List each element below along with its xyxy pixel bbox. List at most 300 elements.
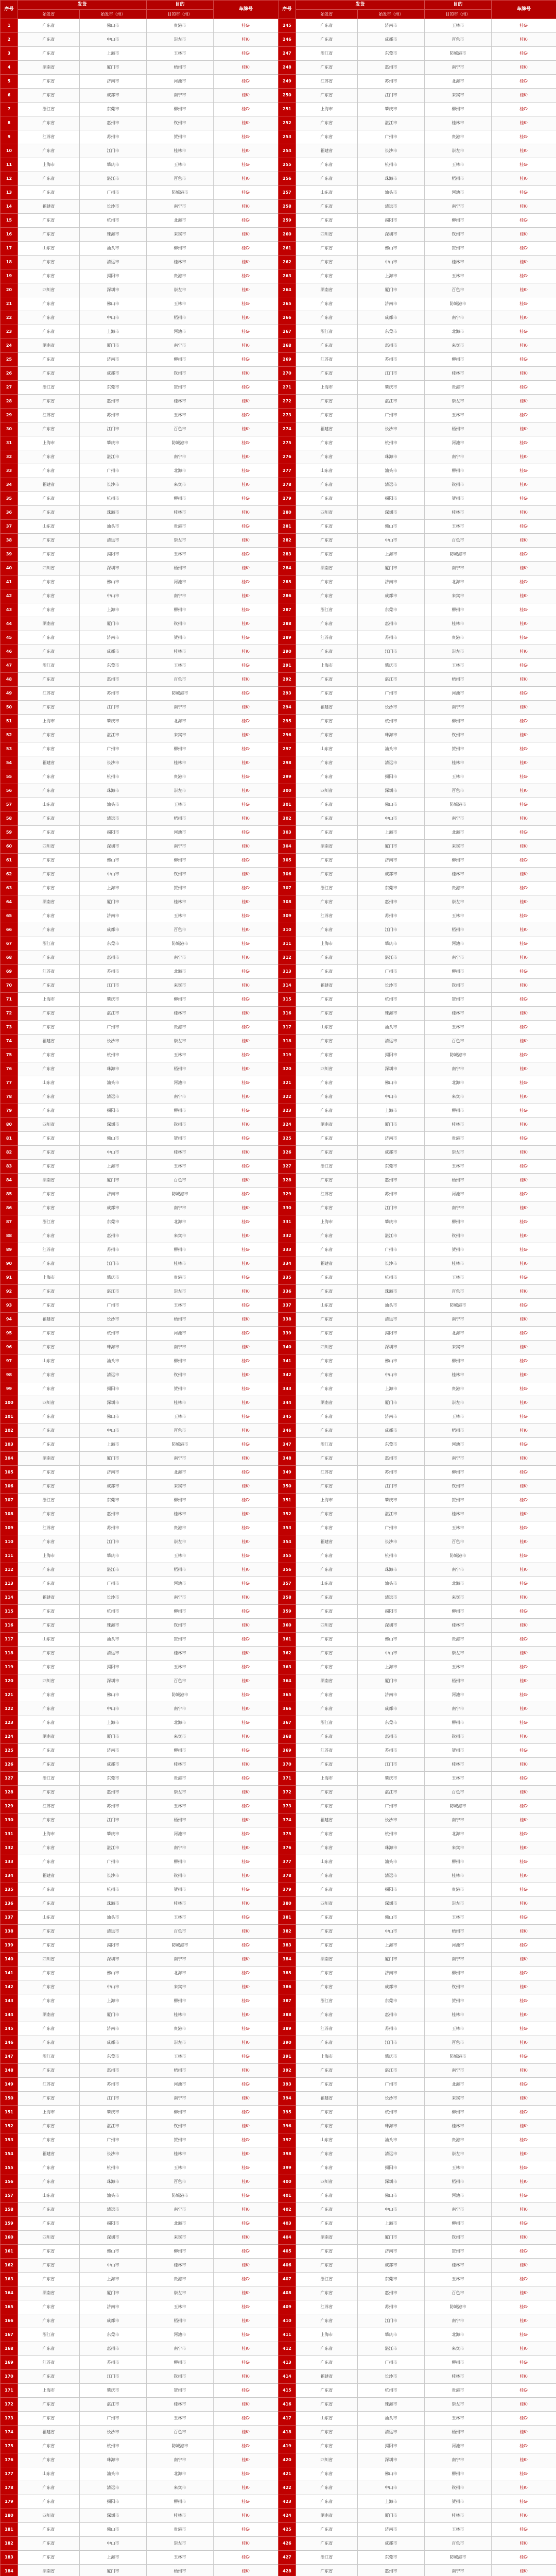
dest-city-cell: 玉林市 (425, 1521, 492, 1535)
row-index: 71 (1, 993, 18, 1007)
origin-province-cell: 广东省 (18, 2203, 80, 2217)
dest-city-cell: 来宾市 (147, 2481, 214, 2495)
table-row (1, 283, 279, 297)
origin-city-cell: 湛江市 (358, 1229, 425, 1243)
origin-city-cell: 成都市 (80, 89, 147, 103)
row-index: 69 (1, 965, 18, 979)
table-row (279, 297, 556, 311)
origin-province-cell: 广东省 (18, 1883, 80, 1897)
row-index: 137 (1, 1911, 18, 1925)
origin-city-cell: 江门市 (358, 645, 425, 659)
plate-cell: 桂K· (214, 1980, 279, 1994)
origin-city-cell: 杭州市 (80, 214, 147, 228)
plate-cell: 桂G· (214, 1048, 279, 1062)
table-row (279, 1980, 556, 1994)
dest-city-cell: 南宁市 (147, 589, 214, 603)
dest-city-cell: 北海市 (425, 1076, 492, 1090)
row-index: 92 (1, 1285, 18, 1299)
origin-province-cell: 福建省 (296, 1257, 358, 1271)
dest-city-cell: 桂林市 (147, 2509, 214, 2523)
dest-city-cell: 桂林市 (147, 1007, 214, 1021)
origin-city-cell: 济南市 (358, 575, 425, 589)
origin-city-cell: 中山市 (80, 311, 147, 325)
row-index: 173 (1, 2412, 18, 2426)
table-row (279, 2467, 556, 2481)
plate-cell: 桂K· (214, 923, 279, 937)
origin-city-cell: 汕头市 (80, 2467, 147, 2481)
origin-city-cell: 肇庆市 (358, 2050, 425, 2064)
table-row (1, 1869, 279, 1883)
origin-province-cell: 福建省 (18, 1591, 80, 1605)
table-row (279, 311, 556, 325)
row-index: 254 (279, 144, 296, 158)
plate-cell: 桂K· (214, 1090, 279, 1104)
plate-cell: 桂G· (214, 1855, 279, 1869)
dest-city-cell: 桂林市 (147, 756, 214, 770)
row-index: 175 (1, 2439, 18, 2453)
table-row (279, 2008, 556, 2022)
dest-city-cell: 贺州市 (425, 2495, 492, 2509)
row-index: 301 (279, 798, 296, 812)
origin-city-cell: 江门市 (80, 1535, 147, 1549)
row-index: 291 (279, 659, 296, 673)
table-row (279, 895, 556, 909)
row-index: 321 (279, 1076, 296, 1090)
origin-city-cell: 广州市 (80, 742, 147, 756)
row-index: 149 (1, 2078, 18, 2092)
table-row (279, 1967, 556, 1980)
plate-cell: 桂G· (492, 158, 556, 172)
row-index: 406 (279, 2259, 296, 2273)
plate-cell: 桂K· (214, 200, 279, 214)
table-row (1, 2064, 279, 2078)
plate-cell: 桂G· (492, 1633, 556, 1647)
table-row (1, 172, 279, 186)
row-index: 50 (1, 701, 18, 715)
row-index: 416 (279, 2398, 296, 2412)
table-row (1, 1883, 279, 1897)
origin-city-cell: 珠海市 (358, 2120, 425, 2133)
row-index: 371 (279, 1772, 296, 1786)
origin-city-cell: 揭阳市 (358, 1048, 425, 1062)
origin-province-cell: 山东省 (296, 742, 358, 756)
origin-province-cell: 福建省 (296, 2370, 358, 2384)
dest-city-cell: 桂林市 (425, 116, 492, 130)
row-index: 302 (279, 812, 296, 826)
dest-city-cell: 百色市 (147, 172, 214, 186)
dest-city-cell: 南宁市 (147, 450, 214, 464)
origin-city-cell: 济南市 (80, 1744, 147, 1758)
plate-cell: 桂G· (214, 436, 279, 450)
row-index: 17 (1, 242, 18, 256)
origin-province-cell: 四川省 (296, 506, 358, 520)
row-index: 95 (1, 1327, 18, 1341)
plate-cell: 桂G· (214, 2384, 279, 2398)
table-row (279, 2286, 556, 2300)
table-row (279, 339, 556, 353)
dest-city-cell: 南宁市 (425, 562, 492, 575)
table-row (279, 1647, 556, 1660)
origin-city-cell: 江门市 (358, 367, 425, 381)
origin-city-cell: 深圳市 (80, 2231, 147, 2245)
origin-city-cell: 汕头市 (358, 1021, 425, 1035)
dest-city-cell: 来宾市 (147, 1980, 214, 1994)
origin-city-cell: 济南市 (80, 75, 147, 89)
table-row (279, 242, 556, 256)
dest-city-cell: 北海市 (425, 2078, 492, 2092)
row-index: 261 (279, 242, 296, 256)
origin-province-cell: 广东省 (296, 2495, 358, 2509)
plate-cell: 桂G· (214, 2217, 279, 2231)
origin-province-cell: 湖南省 (18, 2565, 80, 2576)
origin-province-cell: 广东省 (296, 242, 358, 256)
origin-province-cell: 广东省 (296, 172, 358, 186)
dest-city-cell: 玉林市 (147, 1911, 214, 1925)
plate-cell: 桂G· (214, 2551, 279, 2565)
table-row (1, 144, 279, 158)
dest-city-cell: 桂林市 (147, 1146, 214, 1160)
plate-cell: 桂K· (214, 895, 279, 909)
row-index: 351 (279, 1494, 296, 1507)
plate-cell: 桂G· (492, 464, 556, 478)
dest-city-cell: 桂林市 (147, 144, 214, 158)
origin-province-cell: 广东省 (296, 1841, 358, 1855)
row-index: 129 (1, 1800, 18, 1814)
dest-city-cell: 来宾市 (147, 979, 214, 993)
origin-province-cell: 广东省 (18, 19, 80, 33)
plate-cell: 桂G· (214, 1104, 279, 1118)
plate-cell: 桂K· (214, 1591, 279, 1605)
dest-city-cell: 崇左市 (147, 1535, 214, 1549)
table-row (279, 812, 556, 826)
origin-province-cell: 广东省 (296, 1201, 358, 1215)
origin-province-cell: 广东省 (18, 1577, 80, 1591)
dest-city-cell: 桂林市 (425, 868, 492, 882)
table-row (279, 1841, 556, 1855)
origin-province-cell: 山东省 (18, 520, 80, 534)
table-row (1, 770, 279, 784)
dest-city-cell: 崇左市 (425, 1396, 492, 1410)
table-row (279, 1521, 556, 1535)
origin-province-cell: 广东省 (18, 673, 80, 687)
row-index: 110 (1, 1535, 18, 1549)
row-index: 425 (279, 2523, 296, 2537)
table-row (1, 659, 279, 673)
origin-city-cell: 清远市 (80, 2481, 147, 2495)
plate-cell: 桂K· (492, 2398, 556, 2412)
table-row (279, 1257, 556, 1271)
plate-cell: 桂K· (492, 2509, 556, 2523)
dest-city-cell: 防城港市 (425, 798, 492, 812)
origin-province-cell: 广东省 (18, 575, 80, 589)
row-index: 77 (1, 1076, 18, 1090)
origin-city-cell: 东莞市 (80, 1772, 147, 1786)
origin-province-cell: 广东省 (18, 506, 80, 520)
table-row (279, 1188, 556, 1201)
row-index: 305 (279, 854, 296, 868)
origin-province-cell: 湖南省 (296, 562, 358, 575)
origin-city-cell: 东莞市 (358, 882, 425, 895)
table-row (279, 1160, 556, 1174)
table-row (279, 1480, 556, 1494)
dest-city-cell: 玉林市 (147, 2300, 214, 2314)
dest-city-cell: 防城港市 (425, 2050, 492, 2064)
plate-cell: 桂K· (492, 756, 556, 770)
table-row (1, 882, 279, 895)
origin-province-cell: 浙江省 (296, 2551, 358, 2565)
origin-province-cell: 广东省 (18, 826, 80, 840)
row-index: 32 (1, 450, 18, 464)
dest-city-cell: 柳州市 (425, 214, 492, 228)
origin-province-cell: 广东省 (18, 1007, 80, 1021)
table-row (279, 1953, 556, 1967)
origin-city-cell: 汕头市 (80, 520, 147, 534)
dest-city-cell: 玉林市 (425, 269, 492, 283)
origin-city-cell: 肇庆市 (358, 2328, 425, 2342)
origin-city-cell: 成都市 (358, 589, 425, 603)
origin-city-cell: 佛山市 (358, 1076, 425, 1090)
origin-province-cell: 广东省 (296, 895, 358, 909)
origin-city-cell: 杭州市 (80, 492, 147, 506)
table-row (1, 2050, 279, 2064)
origin-province-cell: 福建省 (296, 701, 358, 715)
row-index: 88 (1, 1229, 18, 1243)
origin-city-cell: 惠州市 (80, 1507, 147, 1521)
plate-cell: 桂G· (214, 492, 279, 506)
origin-city-cell: 肇庆市 (358, 1494, 425, 1507)
origin-province-cell: 江苏省 (18, 687, 80, 701)
dest-city-cell: 贵港市 (147, 1521, 214, 1535)
origin-city-cell: 湛江市 (358, 116, 425, 130)
origin-province-cell: 湖南省 (18, 617, 80, 631)
origin-province-cell: 上海市 (18, 1271, 80, 1285)
plate-cell: 桂G· (492, 1883, 556, 1897)
origin-province-cell: 广东省 (296, 367, 358, 381)
origin-city-cell: 佛山市 (358, 1911, 425, 1925)
origin-city-cell: 中山市 (80, 2259, 147, 2273)
plate-cell: 桂G· (492, 2106, 556, 2120)
plate-cell: 桂G· (492, 2300, 556, 2314)
table-row (1, 1953, 279, 1967)
dest-city-cell: 南宁市 (147, 89, 214, 103)
origin-city-cell: 深圳市 (80, 1953, 147, 1967)
plate-cell: 桂G· (492, 1827, 556, 1841)
row-index: 1 (1, 19, 18, 33)
origin-province-cell: 广东省 (18, 2217, 80, 2231)
dest-city-cell: 柳州市 (425, 353, 492, 367)
plate-cell: 桂G· (492, 2022, 556, 2036)
dest-city-cell: 玉林市 (147, 409, 214, 422)
origin-city-cell: 惠州市 (80, 1229, 147, 1243)
origin-province-cell: 广东省 (296, 1633, 358, 1647)
plate-cell: 桂K· (214, 2231, 279, 2245)
origin-province-cell: 福建省 (18, 2147, 80, 2161)
table-row (1, 1313, 279, 1327)
origin-city-cell: 湛江市 (80, 2120, 147, 2133)
table-row (1, 130, 279, 144)
row-index: 121 (1, 1688, 18, 1702)
plate-cell: 桂G· (492, 1188, 556, 1201)
table-row (1, 1090, 279, 1104)
row-index: 36 (1, 506, 18, 520)
dest-city-cell: 贺州市 (425, 1494, 492, 1507)
row-index: 177 (1, 2467, 18, 2481)
dest-city-cell: 崇左市 (425, 144, 492, 158)
plate-cell: 桂G· (214, 1605, 279, 1619)
plate-cell: 桂K· (214, 478, 279, 492)
dest-city-cell: 玉林市 (425, 409, 492, 422)
origin-province-cell: 广东省 (296, 450, 358, 464)
origin-province-cell: 广东省 (18, 2245, 80, 2259)
origin-city-cell: 杭州市 (358, 1549, 425, 1563)
plate-cell: 桂K· (214, 2426, 279, 2439)
origin-city-cell: 佛山市 (80, 854, 147, 868)
origin-province-cell: 江苏省 (296, 1466, 358, 1480)
origin-city-cell: 厦门市 (80, 339, 147, 353)
plate-cell: 桂K· (492, 951, 556, 965)
plate-cell: 桂G· (492, 854, 556, 868)
plate-cell: 桂G· (492, 325, 556, 339)
origin-city-cell: 清远市 (358, 2426, 425, 2439)
origin-province-cell: 广东省 (18, 1327, 80, 1341)
origin-province-cell: 广东省 (18, 1716, 80, 1730)
plate-cell: 桂K· (492, 784, 556, 798)
table-row (1, 575, 279, 589)
dest-city-cell: 桂林市 (425, 2509, 492, 2523)
table-row (279, 1869, 556, 1883)
row-index: 21 (1, 297, 18, 311)
plate-cell: 桂G· (214, 2078, 279, 2092)
dest-city-cell: 柳州市 (147, 2106, 214, 2120)
dest-city-cell: 河池市 (147, 575, 214, 589)
row-index: 381 (279, 1911, 296, 1925)
dest-city-cell: 桂林市 (425, 2120, 492, 2133)
table-row (1, 2565, 279, 2576)
origin-city-cell: 惠州市 (358, 895, 425, 909)
origin-province-cell: 广东省 (18, 742, 80, 756)
origin-city-cell: 上海市 (358, 1104, 425, 1118)
row-index: 393 (279, 2078, 296, 2092)
plate-cell: 桂G· (492, 1076, 556, 1090)
plate-cell: 桂G· (492, 575, 556, 589)
origin-city-cell: 汕头市 (358, 1855, 425, 1869)
origin-city-cell: 苏州市 (358, 75, 425, 89)
row-index: 411 (279, 2328, 296, 2342)
origin-province-cell: 广东省 (18, 1368, 80, 1382)
origin-province-cell: 上海市 (296, 103, 358, 116)
col-origin-city-header: 始发市（州） (358, 10, 425, 19)
origin-province-cell: 广东省 (296, 1591, 358, 1605)
origin-city-cell: 湛江市 (358, 395, 425, 409)
table-row (279, 61, 556, 75)
origin-city-cell: 上海市 (80, 1716, 147, 1730)
plate-cell: 桂K· (214, 1535, 279, 1549)
origin-province-cell: 广东省 (18, 1605, 80, 1619)
row-index: 373 (279, 1800, 296, 1814)
dest-city-cell: 玉林市 (147, 798, 214, 812)
plate-cell: 桂K· (492, 2231, 556, 2245)
table-row (279, 409, 556, 422)
origin-city-cell: 肇庆市 (80, 158, 147, 172)
dest-city-cell: 崇左市 (147, 2036, 214, 2050)
origin-city-cell: 佛山市 (80, 2245, 147, 2259)
dest-city-cell: 南宁市 (425, 812, 492, 826)
origin-city-cell: 汕头市 (358, 2133, 425, 2147)
plate-cell: 桂G· (214, 1327, 279, 1341)
dest-city-cell: 南宁市 (425, 1814, 492, 1827)
plate-cell: 桂G· (214, 965, 279, 979)
dest-city-cell: 柳州市 (147, 1605, 214, 1619)
dest-city-cell: 崇左市 (147, 2537, 214, 2551)
origin-province-cell: 广东省 (296, 2147, 358, 2161)
table-row (1, 1535, 279, 1549)
dest-city-cell: 贵港市 (147, 1271, 214, 1285)
table-row (1, 909, 279, 923)
plate-cell: 桂G· (214, 297, 279, 311)
row-index: 247 (279, 47, 296, 61)
dest-city-cell: 南宁市 (147, 339, 214, 353)
row-index: 249 (279, 75, 296, 89)
table-row (1, 158, 279, 172)
origin-city-cell: 佛山市 (358, 1633, 425, 1647)
dest-city-cell: 百色市 (147, 1174, 214, 1188)
origin-province-cell: 广东省 (18, 2036, 80, 2050)
origin-province-cell: 广东省 (18, 2412, 80, 2426)
plate-cell: 桂K· (214, 1341, 279, 1354)
row-index: 370 (279, 1758, 296, 1772)
table-row (1, 2523, 279, 2537)
table-row (1, 1382, 279, 1396)
origin-province-cell: 广东省 (18, 47, 80, 61)
row-index: 288 (279, 617, 296, 631)
origin-city-cell: 成都市 (80, 1480, 147, 1494)
row-index: 102 (1, 1424, 18, 1438)
origin-city-cell: 清远市 (358, 1035, 425, 1048)
row-index: 250 (279, 89, 296, 103)
origin-city-cell: 成都市 (80, 367, 147, 381)
origin-province-cell: 广东省 (18, 589, 80, 603)
row-index: 258 (279, 200, 296, 214)
plate-cell: 桂G· (492, 742, 556, 756)
plate-cell: 桂K· (492, 311, 556, 325)
table-row (279, 130, 556, 144)
table-row (279, 1591, 556, 1605)
origin-city-cell: 揭阳市 (80, 826, 147, 840)
row-index: 277 (279, 464, 296, 478)
plate-cell: 桂G· (492, 1104, 556, 1118)
plate-cell: 桂G· (492, 1521, 556, 1535)
plate-cell: 桂K· (492, 1201, 556, 1215)
plate-cell: 桂G· (214, 1660, 279, 1674)
origin-city-cell: 深圳市 (358, 2175, 425, 2189)
dest-city-cell: 百色市 (147, 2175, 214, 2189)
dest-city-cell: 河池市 (147, 826, 214, 840)
origin-city-cell: 珠海市 (80, 1341, 147, 1354)
table-row (279, 2537, 556, 2551)
dest-city-cell: 百色市 (425, 1035, 492, 1048)
dest-city-cell: 柳州市 (147, 854, 214, 868)
plate-cell: 桂K· (214, 283, 279, 297)
origin-province-cell: 广东省 (296, 478, 358, 492)
origin-province-cell: 四川省 (296, 2175, 358, 2189)
row-index: 334 (279, 1257, 296, 1271)
dest-city-cell: 南宁市 (425, 1563, 492, 1577)
origin-city-cell: 成都市 (358, 1980, 425, 1994)
row-index: 392 (279, 2064, 296, 2078)
origin-province-cell: 广东省 (18, 631, 80, 645)
origin-province-cell: 福建省 (18, 200, 80, 214)
dest-city-cell: 南宁市 (147, 1841, 214, 1855)
